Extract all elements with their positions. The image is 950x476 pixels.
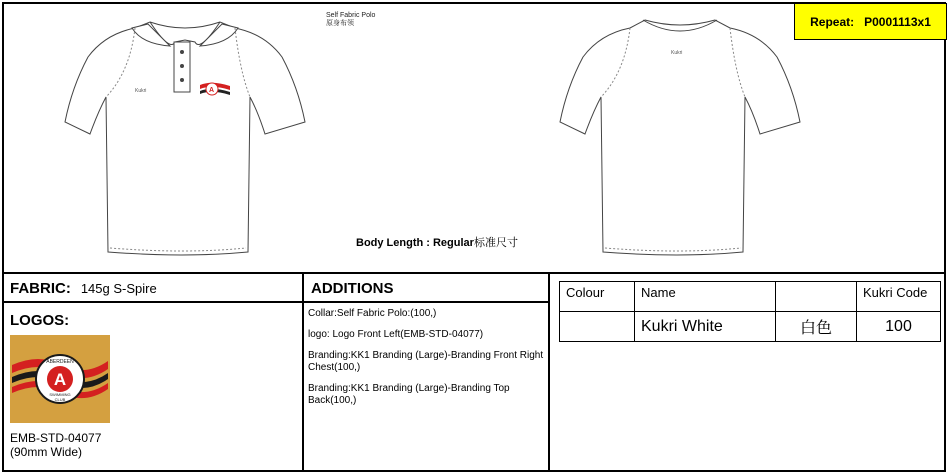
cell-cn-name: 白色 — [776, 312, 857, 342]
logo-code-line2: (90mm Wide) — [10, 445, 83, 459]
fabric-value: 145g S-Spire — [80, 281, 157, 296]
additions-title: ADDITIONS — [304, 276, 548, 303]
repeat-label: Repeat: — [810, 14, 855, 29]
repeat-code: P0001113x1 — [864, 14, 931, 29]
front-kukri-logo-text: Kukri — [135, 88, 147, 94]
badge-bottom-text: CLUB — [54, 397, 66, 402]
colour-table-row — [560, 312, 941, 342]
collar-label-en: Self Fabric Polo — [326, 12, 376, 19]
logo-code-line1: EMB-STD-04077 — [10, 431, 102, 445]
addition-item: Branding:KK1 Branding (Large)-Branding Top Back(100,) — [308, 383, 510, 406]
logo-code — [10, 431, 101, 459]
addition-item: Branding:KK1 Branding (Large)-Branding Front Right Chest(100,) — [308, 350, 544, 373]
section-divider — [2, 272, 946, 274]
colour-table-header — [560, 282, 941, 312]
badge-letter: A — [53, 370, 67, 389]
polo-front-view — [60, 12, 310, 262]
header-blank — [776, 282, 857, 312]
additions-list — [308, 308, 544, 416]
repeat-box — [794, 3, 947, 40]
body-length-en: Body Length : Regular — [356, 237, 474, 249]
badge-top-text: ABERDEEN — [46, 359, 74, 365]
cell-kukri-code: 100 — [857, 312, 941, 342]
back-kukri-logo-text: Kukri — [671, 50, 683, 56]
colour-table — [559, 281, 941, 342]
logos-title: LOGOS: — [10, 312, 70, 329]
body-length-label — [356, 234, 518, 250]
cell-colour — [560, 312, 635, 342]
addition-item: Collar:Self Fabric Polo:(100,) — [308, 308, 437, 319]
header-colour: Colour — [560, 282, 635, 312]
body-length-cn: 标准尺寸 — [473, 237, 518, 249]
fabric-label: FABRIC: — [10, 280, 71, 297]
badge-mid-text: SWIMMING — [49, 392, 71, 397]
svg-text:A: A — [209, 87, 215, 94]
polo-back-view — [555, 12, 805, 262]
collar-label — [326, 12, 375, 28]
header-name: Name — [635, 282, 776, 312]
fabric-row — [4, 276, 302, 303]
column-divider-2 — [548, 272, 550, 472]
cell-name: Kukri White — [635, 312, 776, 342]
header-kukri-code: Kukri Code — [857, 282, 941, 312]
collar-label-cn: 原身布领 — [326, 20, 354, 27]
logo-badge-image — [10, 335, 110, 423]
addition-item: logo: Logo Front Left(EMB-STD-04077) — [308, 329, 484, 340]
